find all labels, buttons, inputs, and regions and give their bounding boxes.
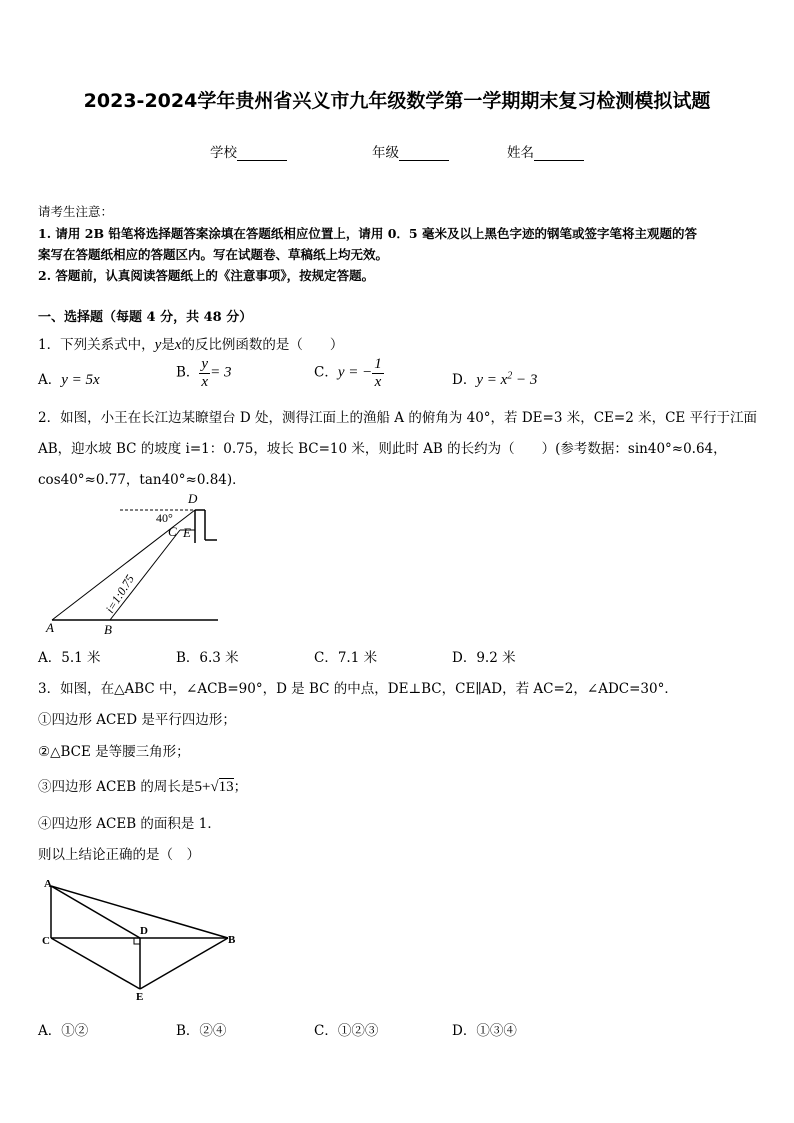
- page-title: 2023-2024学年贵州省兴义市九年级数学第一学期期末复习检测模拟试题: [83, 90, 711, 112]
- option-label: D．: [452, 372, 477, 388]
- radicand: 13: [218, 779, 234, 795]
- q2-option-c[interactable]: C．7.1 米: [314, 650, 378, 666]
- label-b: B: [104, 622, 112, 637]
- option-expr: − 3: [512, 372, 538, 388]
- q1-stem: [38, 333, 343, 354]
- q3-statement-4: ④四边形 ACEB 的面积是 1．: [38, 816, 221, 832]
- grade-blank: [399, 146, 449, 161]
- numerator: 1: [374, 356, 382, 372]
- label-d: D: [140, 925, 148, 937]
- q3-option-d[interactable]: D．①③④: [452, 1023, 517, 1039]
- q3-statement-3: [38, 775, 247, 796]
- q2-line1: 2．如图，小王在长江边某瞭望台 D 处，测得江面上的渔船 A 的俯角为 40°，若 DE=3 米，CE=2 米，CE 平行于江面: [38, 410, 758, 426]
- denominator: x: [201, 373, 209, 390]
- section-heading: 一、选择题（每题 4 分，共 48 分）: [38, 310, 253, 325]
- q1-var-y: y: [154, 337, 162, 353]
- q1-stem-part: 是: [161, 337, 175, 353]
- q3-figure: [38, 872, 248, 1007]
- fraction: [372, 356, 384, 390]
- option-label: C．: [314, 364, 338, 381]
- q2-figure: [40, 488, 230, 638]
- q3-ask: 则以上结论正确的是（ ）: [38, 847, 200, 863]
- q1-option-d[interactable]: [452, 368, 537, 389]
- segment-eb: [140, 938, 228, 989]
- q1-stem-part: 1．下列关系式中，: [38, 337, 155, 353]
- fraction: [199, 356, 210, 390]
- school-field: [210, 141, 287, 161]
- school-blank: [237, 146, 287, 161]
- option-label: A．: [38, 372, 62, 388]
- option-label: B．: [176, 364, 200, 381]
- label-angle: 40°: [156, 511, 173, 525]
- q1-option-a[interactable]: [38, 368, 100, 389]
- q1-stem-part: 的反比例函数的是（ ）: [181, 337, 344, 353]
- sqrt-sign: √: [210, 779, 219, 795]
- option-expr: y = x: [476, 372, 508, 388]
- option-expr: = 3: [210, 364, 232, 381]
- label-a: A: [44, 878, 52, 890]
- notice-heading: 请考生注意：: [38, 204, 114, 219]
- q3-option-a[interactable]: A．①②: [38, 1023, 89, 1039]
- q1-option-c[interactable]: [314, 356, 384, 390]
- numerator: y: [201, 356, 209, 372]
- q3-statement-1: ①四边形 ACED 是平行四边形；: [38, 712, 236, 728]
- slope-bc: [110, 530, 180, 620]
- name-label: 姓名: [507, 145, 534, 161]
- option-expr: y = 5x: [61, 372, 100, 388]
- q2-option-d[interactable]: D．9.2 米: [452, 650, 516, 666]
- grade-field: [372, 141, 449, 161]
- right-angle-mark: [134, 938, 140, 944]
- q2-line2: AB，迎水坡 BC 的坡度 i=1：0.75，坡长 BC=10 米，则此时 AB 的长约为（ ）(参考数据：sin40°≈0.64，: [38, 441, 727, 457]
- segment-ce: [51, 938, 140, 989]
- q2-line3: cos40°≈0.77，tan40°≈0.84)．: [38, 472, 246, 488]
- statement-text: ③四边形 ACEB 的周长是: [38, 779, 195, 795]
- label-c: C: [168, 524, 177, 539]
- q3-statement-2: ②△BCE 是等腰三角形；: [38, 744, 190, 760]
- q3-option-c[interactable]: C．①②③: [314, 1023, 379, 1039]
- label-c: C: [42, 935, 50, 947]
- name-blank: [534, 146, 584, 161]
- q1-option-b[interactable]: [176, 356, 231, 390]
- grade-label: 年级: [372, 145, 399, 161]
- denominator: x: [374, 373, 382, 390]
- notice-item1-line2: 案写在答题纸相应的答题区内。写在试题卷、草稿纸上均无效。: [38, 247, 389, 262]
- q2-option-a[interactable]: A．5.1 米: [38, 650, 101, 666]
- exponent: 2: [507, 370, 513, 382]
- label-slope: i=1:0.75: [102, 572, 138, 616]
- name-field: [507, 141, 584, 161]
- segment-ad: [51, 886, 140, 938]
- label-d: D: [188, 491, 198, 506]
- label-e: E: [136, 991, 144, 1003]
- notice-item2: 2. 答题前，认真阅读答题纸上的《注意事项》，按规定答题。: [38, 268, 375, 283]
- q3-stem: 3．如图，在△ABC 中，∠ACB=90°，D 是 BC 的中点，DE⊥BC，CE∥AD，若 AC=2，∠ADC=30°．: [38, 681, 678, 697]
- q2-option-b[interactable]: B．6.3 米: [176, 650, 239, 666]
- q1-var-x: x: [174, 337, 182, 353]
- option-expr: y = −: [337, 364, 373, 381]
- school-label: 学校: [210, 145, 237, 161]
- label-a: A: [46, 620, 54, 635]
- notice-item1-line1: 1. 请用 2B 铅笔将选择题答案涂填在答题纸相应位置上，请用 0．5 毫米及以上黑色字迹的钢笔或签字笔将主观题的答: [38, 226, 697, 241]
- statement-text: ；: [233, 779, 248, 795]
- label-b: B: [228, 934, 236, 946]
- math-expr: 5+: [194, 779, 211, 795]
- q3-option-b[interactable]: B．②④: [176, 1023, 227, 1039]
- label-e: E: [183, 525, 191, 540]
